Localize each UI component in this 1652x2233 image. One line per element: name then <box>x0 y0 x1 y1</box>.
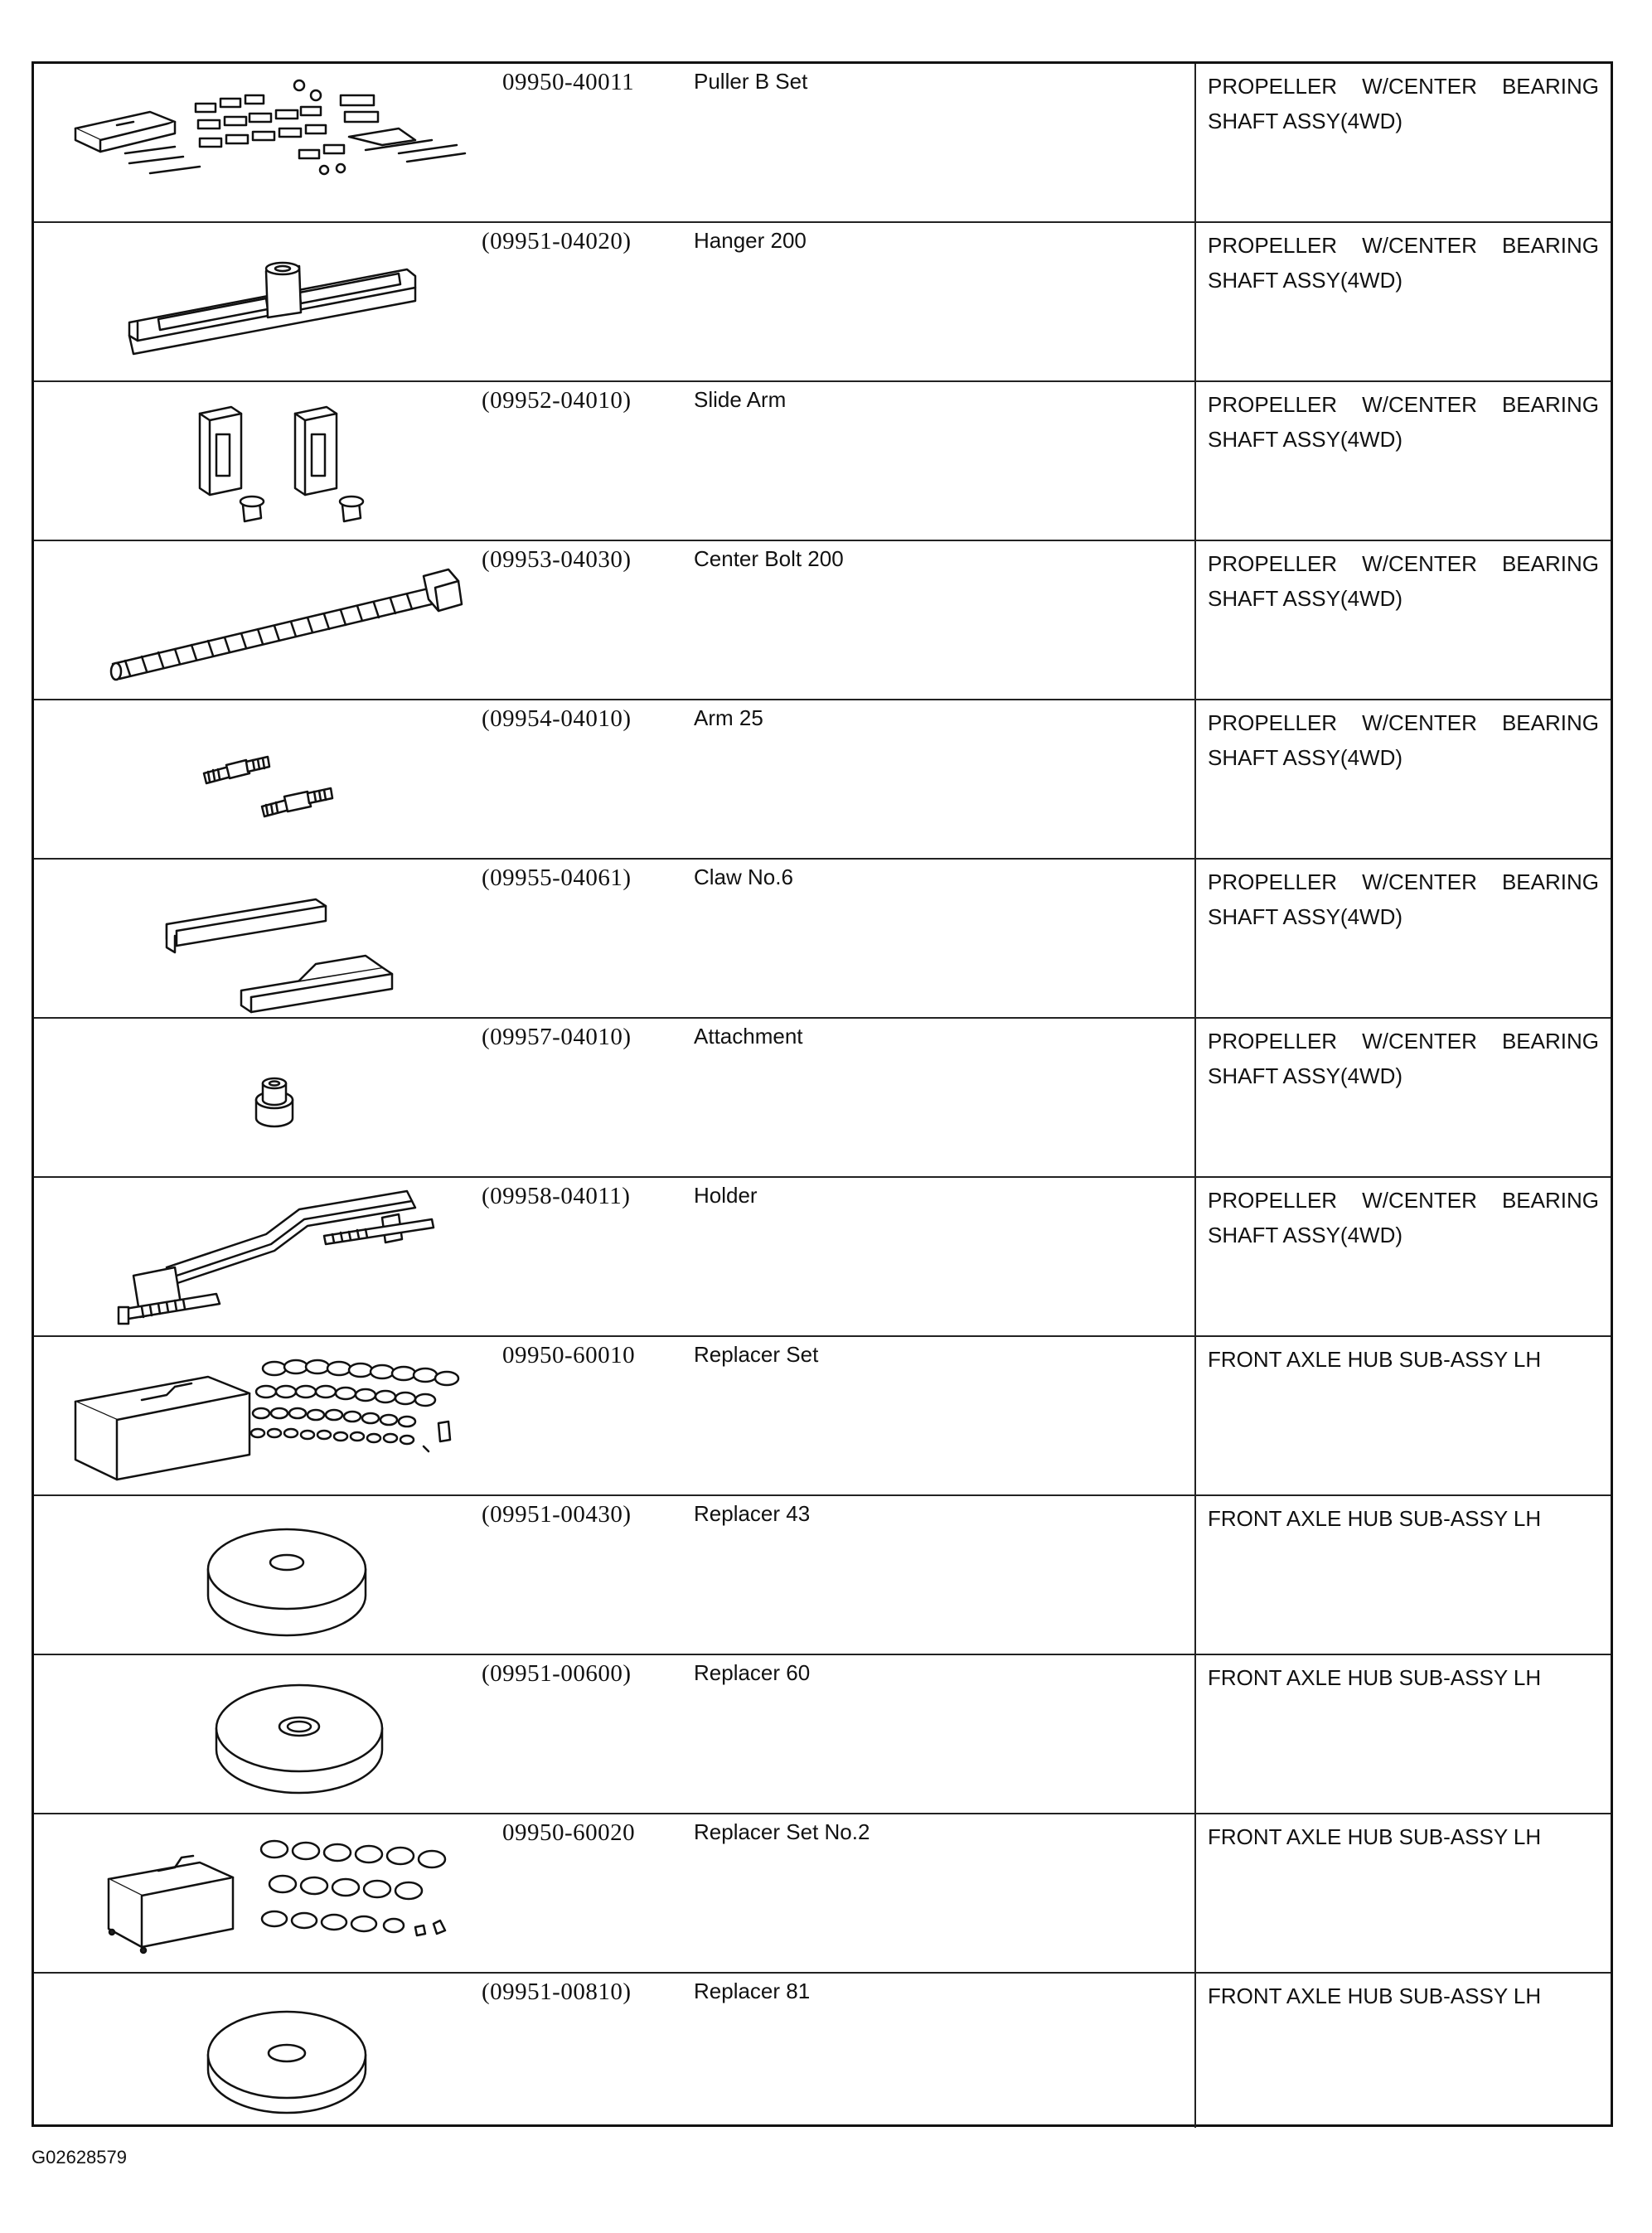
column-divider <box>1194 64 1196 221</box>
applies-line-1: FRONT AXLE HUB SUB-ASSY LH <box>1208 1984 1542 2008</box>
table-row <box>34 1496 1611 1655</box>
tool-name: Puller B Set <box>694 69 808 94</box>
tool-name: Hanger 200 <box>694 228 807 253</box>
applies-line-2: SHAFT ASSY(4WD) <box>1208 1063 1403 1088</box>
part-number: (09951-00810) <box>482 1979 632 2005</box>
tool-name: Attachment <box>694 1024 803 1049</box>
applies-to <box>1208 1024 1606 1093</box>
part-number: (09953-04030) <box>482 546 632 573</box>
tool-name: Holder <box>694 1183 758 1208</box>
table-row <box>34 64 1611 223</box>
table-row <box>34 1655 1611 1814</box>
tool-name: Replacer 43 <box>694 1501 811 1526</box>
applies-to <box>1208 865 1606 934</box>
table-row <box>34 223 1611 382</box>
part-number: (09955-04061) <box>482 865 632 891</box>
tool-name: Replacer 60 <box>694 1660 811 1685</box>
tool-name: Replacer Set No.2 <box>694 1819 870 1844</box>
replacer-disc-icon <box>51 1662 482 1808</box>
column-divider <box>1194 1496 1196 1654</box>
applies-to <box>1208 546 1606 616</box>
applies-line-1: FRONT AXLE HUB SUB-ASSY LH <box>1208 1347 1542 1372</box>
applies-line-1: PROPELLER W/CENTER BEARING <box>1208 869 1599 894</box>
applies-line-1: PROPELLER W/CENTER BEARING <box>1208 710 1599 735</box>
tool-name: Claw No.6 <box>694 865 793 889</box>
part-number: (09952-04010) <box>482 387 632 414</box>
table-row <box>34 1019 1611 1178</box>
applies-line-1: FRONT AXLE HUB SUB-ASSY LH <box>1208 1506 1542 1531</box>
part-number: 09950-40011 <box>502 69 635 95</box>
column-divider <box>1194 1019 1196 1176</box>
applies-line-1: FRONT AXLE HUB SUB-ASSY LH <box>1208 1824 1542 1849</box>
puller-set-icon <box>51 70 482 216</box>
tool-name: Replacer Set <box>694 1342 819 1367</box>
applies-line-1: PROPELLER W/CENTER BEARING <box>1208 551 1599 576</box>
table-row <box>34 541 1611 700</box>
replacer-disc-icon <box>51 1980 482 2126</box>
column-divider <box>1194 382 1196 540</box>
applies-line-2: SHAFT ASSY(4WD) <box>1208 1223 1403 1247</box>
applies-line-1: PROPELLER W/CENTER BEARING <box>1208 392 1599 417</box>
applies-line-2: SHAFT ASSY(4WD) <box>1208 904 1403 929</box>
applies-to <box>1208 705 1606 775</box>
tool-name: Replacer 81 <box>694 1979 811 2003</box>
applies-to <box>1208 69 1606 138</box>
applies-line-2: SHAFT ASSY(4WD) <box>1208 745 1403 770</box>
table-row <box>34 1814 1611 1974</box>
column-divider <box>1194 223 1196 380</box>
part-number: 09950-60010 <box>502 1342 636 1368</box>
tool-name: Arm 25 <box>694 705 763 730</box>
applies-line-2: SHAFT ASSY(4WD) <box>1208 268 1403 293</box>
column-divider <box>1194 860 1196 1017</box>
applies-to <box>1208 228 1606 298</box>
table-row <box>34 1178 1611 1337</box>
table-row <box>34 382 1611 541</box>
hanger-icon <box>51 230 482 375</box>
arm-icon <box>51 707 482 853</box>
center-bolt-icon <box>51 548 482 694</box>
slide-arm-icon <box>51 389 482 535</box>
replacer-set-icon <box>51 1344 482 1489</box>
applies-line-2: SHAFT ASSY(4WD) <box>1208 109 1403 133</box>
claw-icon <box>51 866 482 1012</box>
table-row <box>34 860 1611 1019</box>
tool-name: Slide Arm <box>694 387 787 412</box>
applies-line-1: PROPELLER W/CENTER BEARING <box>1208 233 1599 258</box>
column-divider <box>1194 1974 1196 2128</box>
applies-line-1: PROPELLER W/CENTER BEARING <box>1208 1188 1599 1213</box>
replacer-set-2-icon <box>51 1821 482 1967</box>
holder-icon <box>51 1184 482 1330</box>
column-divider <box>1194 1814 1196 1972</box>
applies-to <box>1208 1819 1606 1854</box>
replacer-disc-icon <box>51 1503 482 1649</box>
applies-line-2: SHAFT ASSY(4WD) <box>1208 586 1403 611</box>
table-row <box>34 700 1611 860</box>
column-divider <box>1194 1337 1196 1494</box>
column-divider <box>1194 1655 1196 1813</box>
table-row <box>34 1974 1611 2128</box>
applies-line-1: FRONT AXLE HUB SUB-ASSY LH <box>1208 1665 1542 1690</box>
applies-to <box>1208 1660 1606 1695</box>
applies-line-1: PROPELLER W/CENTER BEARING <box>1208 74 1599 99</box>
part-number: 09950-60020 <box>502 1819 636 1846</box>
column-divider <box>1194 700 1196 858</box>
tool-name: Center Bolt 200 <box>694 546 844 571</box>
applies-to <box>1208 1342 1606 1377</box>
column-divider <box>1194 1178 1196 1335</box>
part-number: (09958-04011) <box>482 1183 631 1209</box>
part-number: (09954-04010) <box>482 705 632 732</box>
attachment-icon <box>51 1025 482 1171</box>
table-row <box>34 1337 1611 1496</box>
part-number: (09951-00430) <box>482 1501 632 1528</box>
applies-to <box>1208 1183 1606 1252</box>
part-number: (09951-00600) <box>482 1660 632 1687</box>
applies-line-1: PROPELLER W/CENTER BEARING <box>1208 1029 1599 1054</box>
part-number: (09957-04010) <box>482 1024 632 1050</box>
part-number: (09951-04020) <box>482 228 632 254</box>
applies-to <box>1208 1501 1606 1536</box>
applies-to <box>1208 1979 1606 2013</box>
sst-table <box>31 61 1613 2127</box>
figure-code: G02628579 <box>31 2147 127 2168</box>
applies-line-2: SHAFT ASSY(4WD) <box>1208 427 1403 452</box>
applies-to <box>1208 387 1606 457</box>
column-divider <box>1194 541 1196 699</box>
